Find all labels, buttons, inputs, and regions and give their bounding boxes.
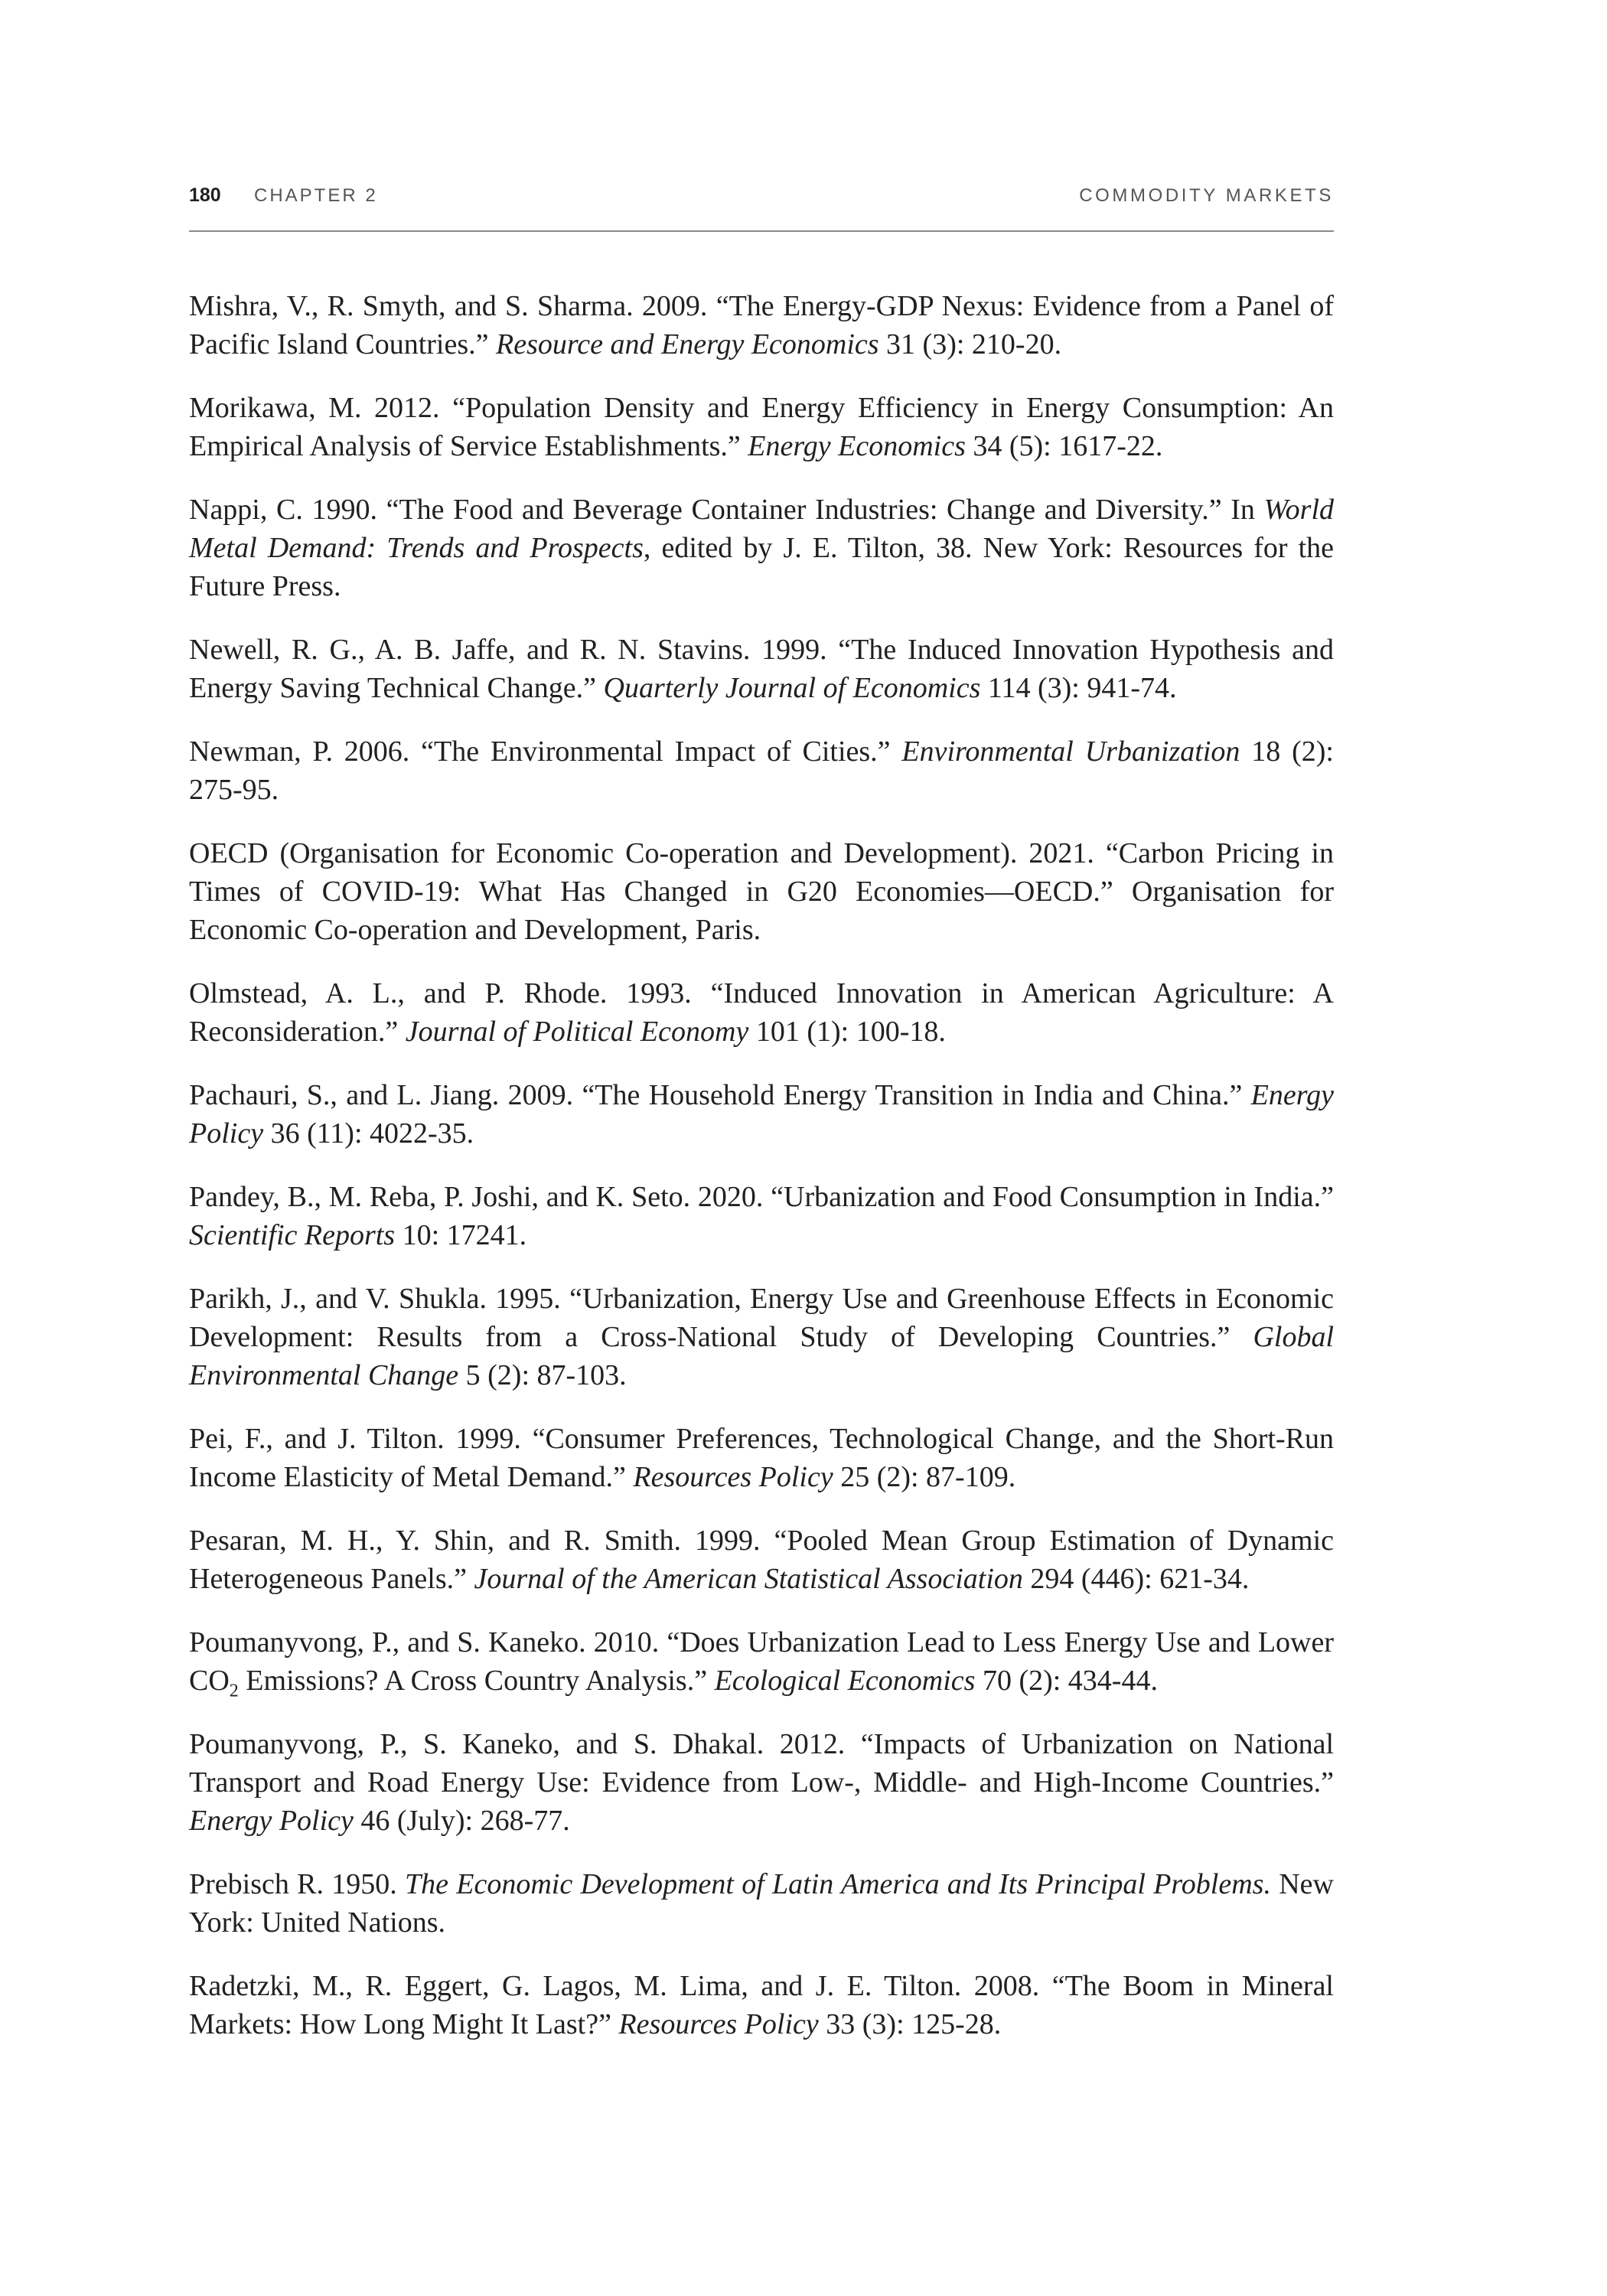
reference-entry: Newman, P. 2006. “The Environmental Impact of Cities.” Environmental Urbanization 18 (2): 275-95.: [189, 735, 1334, 806]
reference-entry: Radetzki, M., R. Eggert, G. Lagos, M. Lima, and J. E. Tilton. 2008. “The Boom in Mineral Markets: How Long Might It Last?” Resources Policy 33 (3): 125-28.: [189, 1970, 1334, 2040]
reference-entry: Pei, F., and J. Tilton. 1999. “Consumer Preferences, Technological Change, and the Short-Run Income Elasticity of Metal Demand.” Resources Policy 25 (2): 87-109.: [189, 1423, 1334, 1493]
reference-entry: Pachauri, S., and L. Jiang. 2009. “The Household Energy Transition in India and China.” Energy Policy 36 (11): 4022-35.: [189, 1079, 1334, 1150]
reference-entry: Morikawa, M. 2012. “Population Density and Energy Efficiency in Energy Consumption: An Empirical Analysis of Service Establishments.” Energy Economics 34 (5): 1617-22.: [189, 392, 1334, 462]
reference-list: [189, 287, 1334, 2069]
reference-entry: Nappi, C. 1990. “The Food and Beverage Container Industries: Change and Diversity.” In World Metal Demand: Trends and Prospects, edited by J. E. Tilton, 38. New York: Resources for the Future Press.: [189, 494, 1334, 602]
reference-entry: Poumanyvong, P., S. Kaneko, and S. Dhakal. 2012. “Impacts of Urbanization on National Transport and Road Energy Use: Evidence from Low-, Middle- and High-Income Countries.” Energy Policy 46 (July): 268-77.: [189, 1728, 1334, 1837]
reference-entry: OECD (Organisation for Economic Co-operation and Development). 2021. “Carbon Pricing in Times of COVID-19: What Has Changed in G20 Economies—OECD.” Organisation for Economic Co-operation and Development, Paris.: [189, 837, 1334, 946]
running-title: COMMODITY MARKETS: [1079, 185, 1334, 206]
reference-entry: Poumanyvong, P., and S. Kaneko. 2010. “Does Urbanization Lead to Less Energy Use and Lower $CO_2$ Emissions? A Cross Country Analysis.” Ecological Economics 70 (2): 434-44.: [189, 1626, 1334, 1701]
chapter-label: CHAPTER 2: [254, 185, 378, 206]
reference-entry: Prebisch R. 1950. The Economic Development of Latin America and Its Principal Problems. New York: United Nations.: [189, 1868, 1334, 1939]
page-header: [189, 184, 1334, 232]
reference-entry: Pesaran, M. H., Y. Shin, and R. Smith. 1999. “Pooled Mean Group Estimation of Dynamic Heterogeneous Panels.” Journal of the American Statistical Association 294 (446): 621-34.: [189, 1525, 1334, 1595]
reference-entry: Mishra, V., R. Smyth, and S. Sharma. 2009. “The Energy-GDP Nexus: Evidence from a Panel of Pacific Island Countries.” Resource and Energy Economics 31 (3): 210-20.: [189, 290, 1334, 360]
page-number: 180: [189, 184, 221, 206]
reference-entry: Parikh, J., and V. Shukla. 1995. “Urbanization, Energy Use and Greenhouse Effects in Economic Development: Results from a Cross-National Study of Developing Countries.” Global Environmental Change 5 (2): 87-103.: [189, 1283, 1334, 1391]
reference-entry: Olmstead, A. L., and P. Rhode. 1993. “Induced Innovation in American Agriculture: A Reconsideration.” Journal of Political Economy 101 (1): 100-18.: [189, 977, 1334, 1048]
reference-entry: Pandey, B., M. Reba, P. Joshi, and K. Seto. 2020. “Urbanization and Food Consumption in India.” Scientific Reports 10: 17241.: [189, 1181, 1334, 1251]
reference-entry: Newell, R. G., A. B. Jaffe, and R. N. Stavins. 1999. “The Induced Innovation Hypothesis and Energy Saving Technical Change.” Quarterly Journal of Economics 114 (3): 941-74.: [189, 634, 1334, 704]
